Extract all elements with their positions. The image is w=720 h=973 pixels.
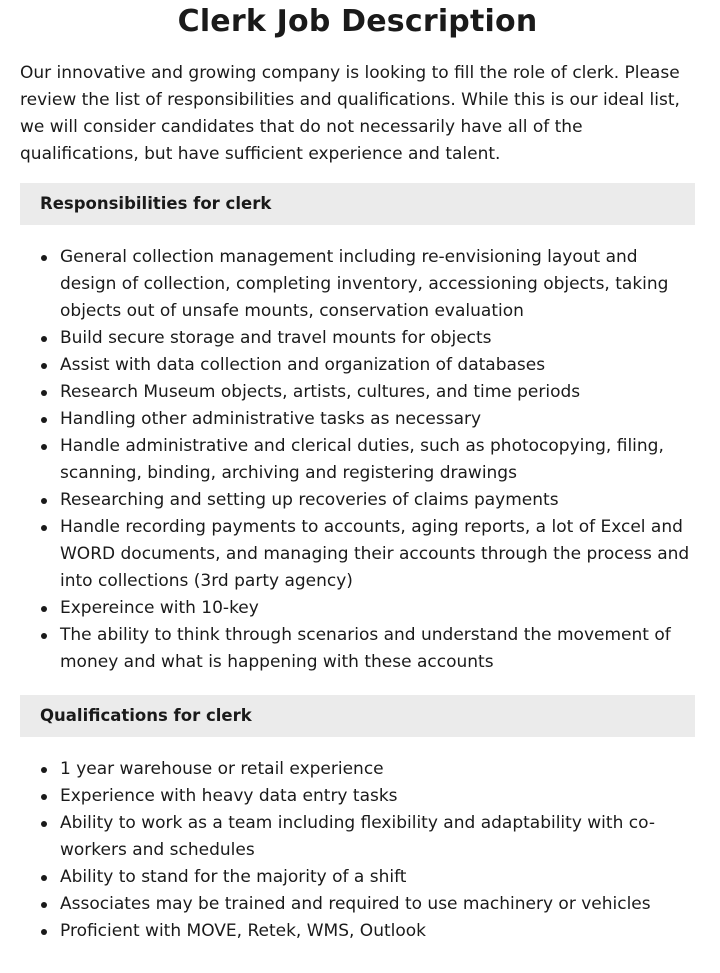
responsibilities-heading: Responsibilities for clerk — [20, 183, 695, 225]
bullet-icon — [41, 633, 47, 639]
qualification-item — [20, 783, 695, 810]
qualification-text: 1 year warehouse or retail experience — [60, 759, 384, 779]
responsibility-text: Researching and setting up recoveries of claims payments — [60, 490, 559, 510]
qualification-item — [20, 810, 695, 864]
responsibility-text: Research Museum objects, artists, cultures, and time periods — [60, 382, 581, 402]
qualifications-heading: Qualifications for clerk — [20, 695, 695, 737]
qualification-text: Experience with heavy data entry tasks — [60, 786, 398, 806]
responsibility-text: Handle administrative and clerical duties, such as photocopying, filing, scanning, binding, archiving and registering drawings — [60, 436, 664, 483]
responsibility-text: General collection management including re-envisioning layout and design of collection, completing inventory, accessioning objects, taking objects out of unsafe mounts, conservation evaluation — [60, 247, 669, 321]
bullet-icon — [41, 794, 47, 800]
responsibilities-list — [20, 244, 695, 676]
bullet-icon — [41, 606, 47, 612]
bullet-icon — [41, 417, 47, 423]
qualification-item — [20, 891, 695, 918]
responsibility-item — [20, 433, 695, 487]
page-title: Clerk Job Description — [177, 4, 538, 39]
bullet-icon — [41, 255, 47, 261]
bullet-icon — [41, 444, 47, 450]
qualification-text: Associates may be trained and required to use machinery or vehicles — [60, 894, 651, 914]
qualification-item — [20, 918, 695, 945]
responsibility-item — [20, 244, 695, 325]
bullet-icon — [41, 336, 47, 342]
responsibility-item — [20, 622, 695, 676]
bullet-icon — [41, 767, 47, 773]
intro-paragraph: Our innovative and growing company is looking to fill the role of clerk. Please review the list of responsibilities and qualifications. While this is our ideal list, we will consider candidates that do not necessarily have all of the qualifications, but have sufficient experience and talent. — [20, 63, 680, 164]
bullet-icon — [41, 390, 47, 396]
qualification-text: Ability to work as a team including flexibility and adaptability with co-workers and schedules — [60, 813, 655, 860]
qualification-item — [20, 864, 695, 891]
bullet-icon — [41, 498, 47, 504]
bullet-icon — [41, 363, 47, 369]
qualification-item — [20, 756, 695, 783]
responsibility-text: Build secure storage and travel mounts for objects — [60, 328, 492, 348]
bullet-icon — [41, 821, 47, 827]
responsibility-item — [20, 514, 695, 595]
responsibility-item — [20, 325, 695, 352]
qualification-text: Ability to stand for the majority of a shift — [60, 867, 407, 887]
responsibility-item — [20, 487, 695, 514]
responsibility-item — [20, 352, 695, 379]
bullet-icon — [41, 525, 47, 531]
responsibility-text: Handling other administrative tasks as necessary — [60, 409, 482, 429]
responsibility-text: Expereince with 10-key — [60, 598, 259, 618]
bullet-icon — [41, 929, 47, 935]
bullet-icon — [41, 902, 47, 908]
qualification-text: Proficient with MOVE, Retek, WMS, Outlook — [60, 921, 426, 941]
responsibility-text: The ability to think through scenarios and understand the movement of money and what is happening with these accounts — [60, 625, 671, 672]
responsibility-item — [20, 595, 695, 622]
responsibility-item — [20, 379, 695, 406]
responsibility-text: Handle recording payments to accounts, aging reports, a lot of Excel and WORD documents, and managing their accounts through the process and into collections (3rd party agency) — [60, 517, 690, 591]
responsibility-item — [20, 406, 695, 433]
bullet-icon — [41, 875, 47, 881]
qualifications-list — [20, 756, 695, 945]
responsibility-text: Assist with data collection and organization of databases — [60, 355, 546, 375]
